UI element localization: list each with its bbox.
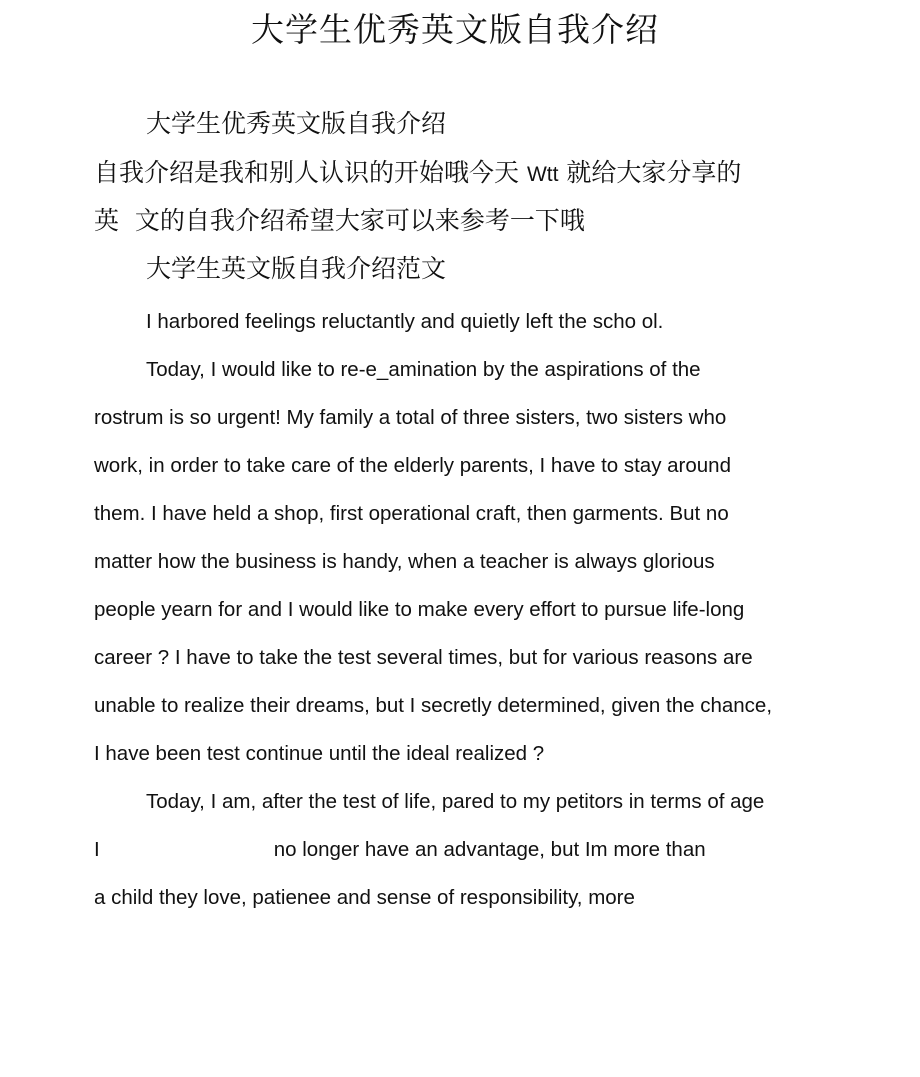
- paragraph-line: I harbored feelings reluctantly and quietly left the scho ol.: [146, 310, 664, 333]
- paragraph-line: career ? I have to take the test several times, but for various reasons are: [94, 646, 753, 669]
- intro-text: 文的自我介绍希望大家可以来参考一下哦: [134, 206, 585, 235]
- paragraph-line: people yearn for and I would like to make every effort to pursue life-long: [94, 598, 745, 621]
- intro-text: 就给大家分享的: [566, 158, 742, 187]
- paragraph-line: Today, I would like to re-e_amination by the aspirations of the: [146, 358, 701, 381]
- intro-text: 英: [94, 206, 120, 235]
- document-title: 大学生优秀英文版自我介绍: [251, 10, 659, 49]
- line-fragment: no longer have an advantage, but Im more than: [273, 838, 706, 861]
- paragraph-line: them. I have held a shop, first operational craft, then garments. But no: [94, 502, 729, 525]
- intro-line-1: [94, 155, 741, 193]
- intro-latin-text: Wtt: [526, 163, 559, 186]
- paragraph-line: unable to realize their dreams, but I secretly determined, given the chance,: [94, 694, 773, 717]
- intro-line-2: [94, 203, 585, 239]
- article-subtitle: 大学生优秀英文版自我介绍: [146, 109, 447, 138]
- paragraph-line: [94, 836, 706, 864]
- section-heading: 大学生英文版自我介绍范文: [146, 254, 447, 283]
- paragraph-line: I have been test continue until the ideal realized ?: [94, 742, 545, 765]
- intro-text: 自我介绍是我和别人认识的开始哦今天: [94, 158, 520, 187]
- line-fragment: I: [94, 838, 100, 861]
- paragraph-line: work, in order to take care of the elderly parents, I have to stay around: [94, 454, 731, 477]
- paragraph-line: rostrum is so urgent! My family a total of three sisters, two sisters who: [94, 406, 727, 429]
- paragraph-line: Today, I am, after the test of life, pared to my petitors in terms of age: [146, 790, 765, 813]
- paragraph-line: matter how the business is handy, when a teacher is always glorious: [94, 550, 715, 573]
- paragraph-line: a child they love, patienee and sense of responsibility, more: [94, 886, 635, 909]
